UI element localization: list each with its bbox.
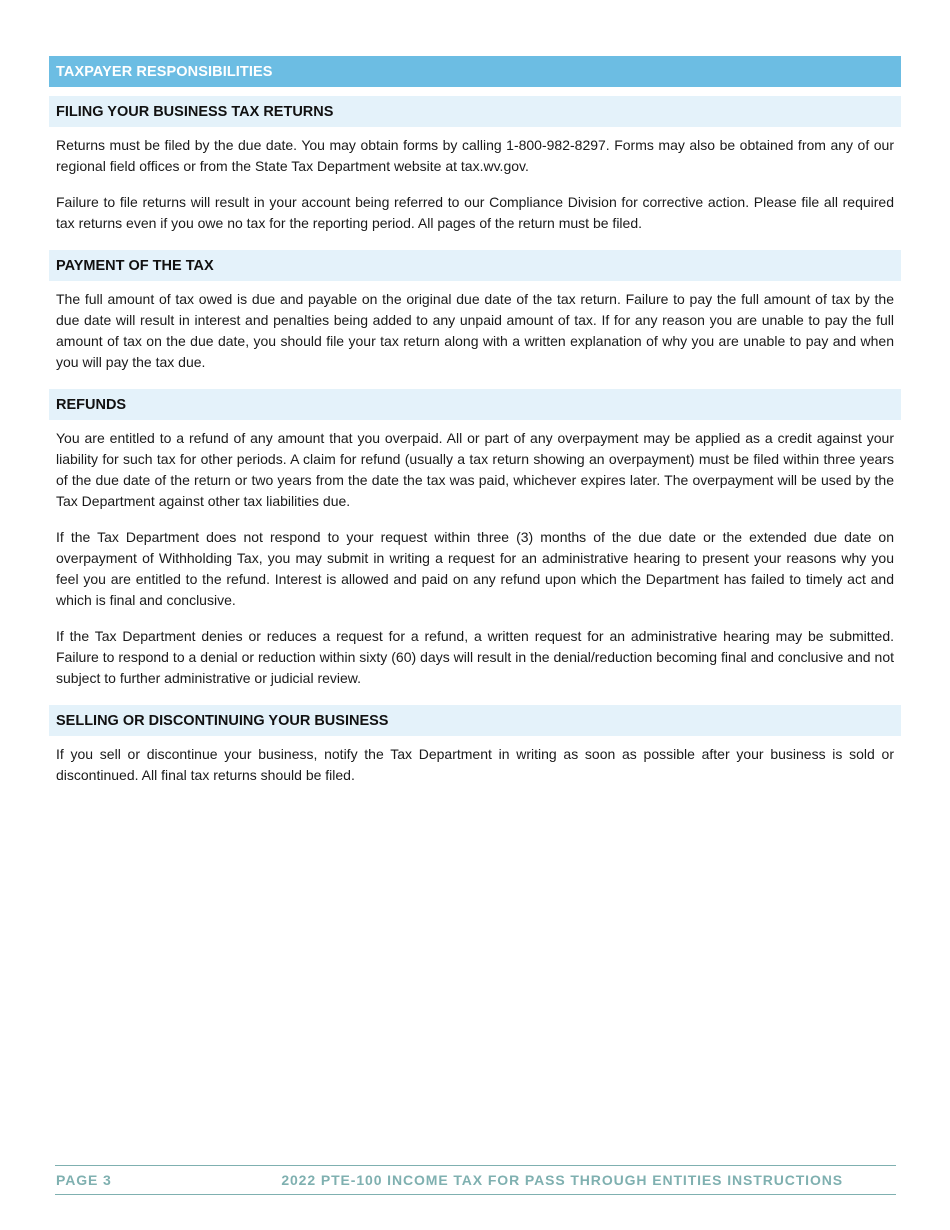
paragraph: If you sell or discontinue your business, notify the Tax Department in writing as soon as possible after your business is sold or discontinued. All final tax returns should be filed. bbox=[56, 746, 894, 783]
page-footer bbox=[55, 1165, 896, 1195]
page-number: PAGE 3 bbox=[56, 1172, 112, 1188]
paragraph: If the Tax Department does not respond to your request within three (3) months of the due date or the extended due date on overpayment of Withholding Tax, you may submit in writing a request for an administrative hearing to present your reasons why you feel you are entitled to the refund. Interest is allowed and paid on any refund upon which the Department has failed to timely act and which is final and conclusive. bbox=[56, 529, 894, 608]
document-title: 2022 PTE-100 INCOME TAX FOR PASS THROUGH ENTITIES INSTRUCTIONS bbox=[281, 1172, 843, 1188]
page-title: TAXPAYER RESPONSIBILITIES bbox=[49, 56, 901, 87]
document-page bbox=[49, 56, 901, 786]
paragraph: The full amount of tax owed is due and payable on the original due date of the tax return. Failure to pay the full amount of tax by the due date will result in interest and penalties being added to any unpaid amount of tax. If for any reason you are unable to pay the full amount of tax on the due date, you should file your tax return along with a written explanation of why you are unable to pay and when you will pay the tax due. bbox=[56, 291, 894, 370]
section-header-payment: PAYMENT OF THE TAX bbox=[49, 250, 901, 281]
section-header-refunds: REFUNDS bbox=[49, 389, 901, 420]
section-header-selling: SELLING OR DISCONTINUING YOUR BUSINESS bbox=[49, 705, 901, 736]
section-header-filing: FILING YOUR BUSINESS TAX RETURNS bbox=[49, 96, 901, 127]
paragraph: You are entitled to a refund of any amount that you overpaid. All or part of any overpayment may be applied as a credit against your liability for such tax for other periods. A claim for refund (usually a tax return showing an overpayment) must be filed within three years of the due date of the return or two years from the date the tax was paid, whichever expires later. The overpayment will be used by the Tax Department against other tax liabilities due. bbox=[56, 430, 894, 509]
paragraph: Returns must be filed by the due date. You may obtain forms by calling 1-800-982-8297. Forms may also be obtained from any of our regional field offices or from the State Tax Department website at tax.wv.gov. bbox=[56, 137, 894, 174]
paragraph: Failure to file returns will result in your account being referred to our Compliance Division for corrective action. Please file all required tax returns even if you owe no tax for the reporting period. All pages of the return must be filed. bbox=[56, 194, 894, 231]
paragraph: If the Tax Department denies or reduces a request for a refund, a written request for an administrative hearing may be submitted. Failure to respond to a denial or reduction within sixty (60) days will result in the denial/reduction becoming final and conclusive and not subject to further administrative or judicial review. bbox=[56, 628, 894, 686]
